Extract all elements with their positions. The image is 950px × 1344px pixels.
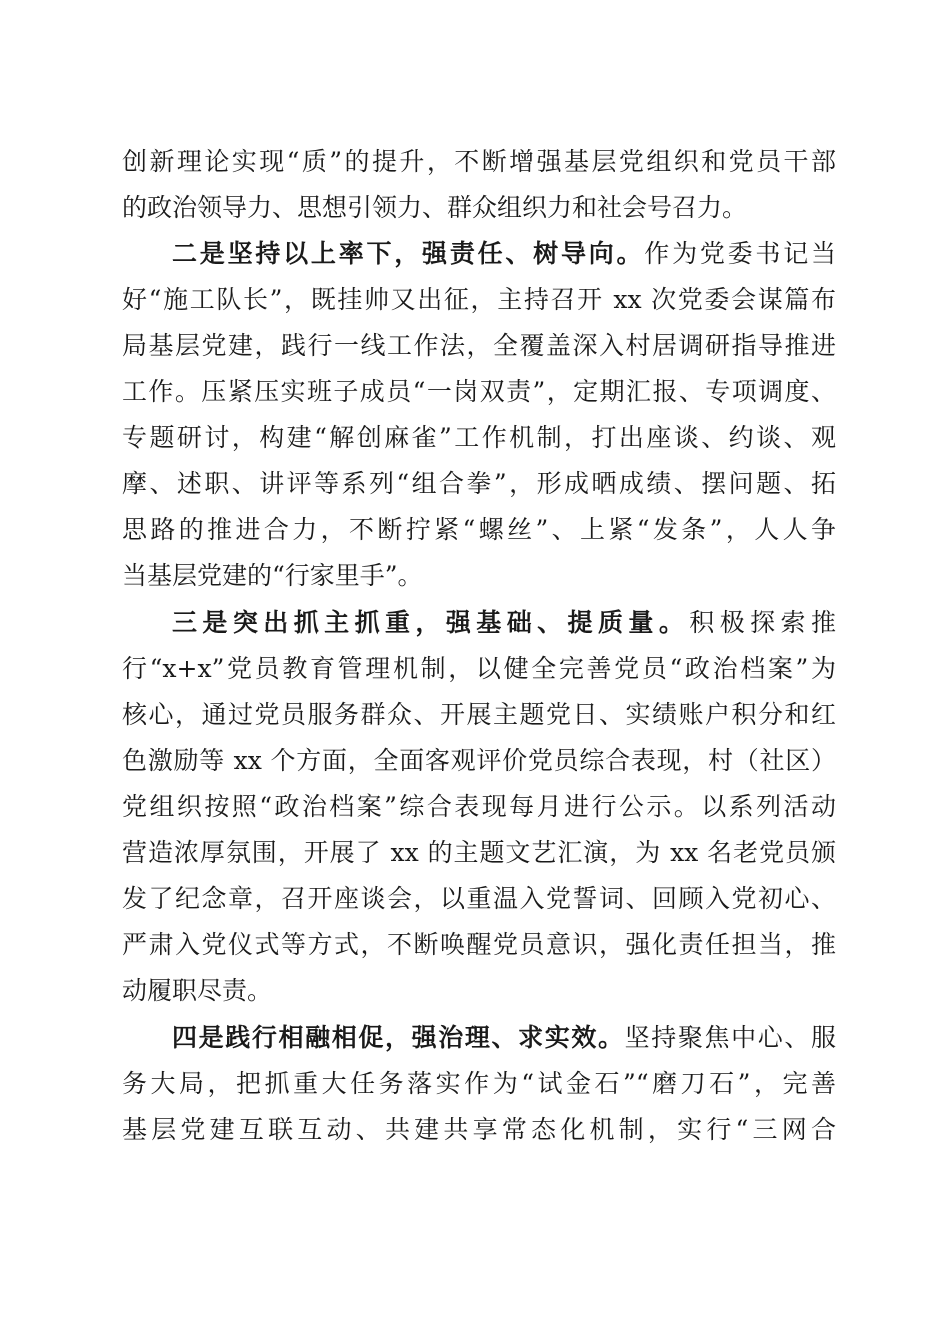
line-text: 务大局，把抓重大任务落实作为“试金石”“磨刀石”，完善 [122, 1069, 836, 1098]
line-text: 创新理论实现“质”的提升，不断增强基层党组织和党员干部 [122, 147, 836, 176]
paragraph-line [122, 741, 836, 781]
paragraph-heading-line [172, 1018, 836, 1058]
paragraph-line [122, 556, 836, 596]
line-text: 的政治领导力、思想引领力、群众组织力和社会号召力。 [122, 193, 748, 222]
paragraph-line [122, 695, 836, 735]
line-text: 动履职尽责。 [122, 976, 273, 1005]
paragraph-lead: 二是坚持以上率下，强责任、树导向。 [172, 239, 645, 268]
paragraph-lead: 四是践行相融相促，强治理、求实效。 [172, 1023, 625, 1052]
paragraph-line [122, 971, 836, 1011]
line-text: 当基层党建的“行家里手”。 [122, 561, 423, 590]
paragraph-line [122, 142, 836, 182]
line-text: 核心，通过党员服务群众、开展主题党日、实绩账户积分和红 [122, 700, 836, 729]
paragraph-line [122, 1064, 836, 1104]
paragraph-line [122, 1110, 836, 1150]
paragraph-heading-line [172, 234, 836, 274]
line-text: 专题研讨，构建“解创麻雀”工作机制，打出座谈、约谈、观 [122, 423, 836, 452]
line-text: 行“x+x”党员教育管理机制，以健全完善党员“政治档案”为 [122, 654, 836, 683]
line-text: 积极探索推 [689, 608, 836, 637]
paragraph-line [122, 372, 836, 412]
line-text: 作为党委书记当 [644, 239, 836, 268]
line-text: 思路的推进合力，不断拧紧“螺丝”、上紧“发条”，人人争 [122, 515, 836, 544]
paragraph-heading-line [172, 603, 836, 643]
line-text: 局基层党建，践行一线工作法，全覆盖深入村居调研指导推进 [122, 331, 836, 360]
paragraph-line [122, 925, 836, 965]
paragraph-line [122, 879, 836, 919]
line-text: 坚持聚焦中心、服 [624, 1023, 836, 1052]
paragraph-line [122, 510, 836, 550]
line-text: 营造浓厚氛围，开展了 xx 的主题文艺汇演，为 xx 名老党员颁 [122, 838, 836, 867]
line-text: 摩、述职、讲评等系列“组合拳”，形成晒成绩、摆问题、拓 [122, 469, 836, 498]
paragraph-line [122, 833, 836, 873]
line-text: 色激励等 xx 个方面，全面客观评价党员综合表现，村（社区） [122, 746, 836, 775]
line-text: 好“施工队长”，既挂帅又出征，主持召开 xx 次党委会谋篇布 [122, 285, 836, 314]
paragraph-line [122, 464, 836, 504]
paragraph-line [122, 188, 836, 228]
paragraph-line [122, 649, 836, 689]
line-text: 党组织按照“政治档案”综合表现每月进行公示。以系列活动 [122, 792, 836, 821]
line-text: 基层党建互联互动、共建共享常态化机制，实行“三网合 [122, 1115, 836, 1144]
paragraph-line [122, 418, 836, 458]
paragraph-lead: 三是突出抓主抓重，强基础、提质量。 [172, 608, 690, 637]
line-text: 工作。压紧压实班子成员“一岗双责”，定期汇报、专项调度、 [122, 377, 836, 406]
paragraph-line [122, 326, 836, 366]
line-text: 发了纪念章，召开座谈会，以重温入党誓词、回顾入党初心、 [122, 884, 836, 913]
line-text: 严肃入党仪式等方式，不断唤醒党员意识，强化责任担当，推 [122, 930, 836, 959]
paragraph-line [122, 787, 836, 827]
paragraph-line [122, 280, 836, 320]
